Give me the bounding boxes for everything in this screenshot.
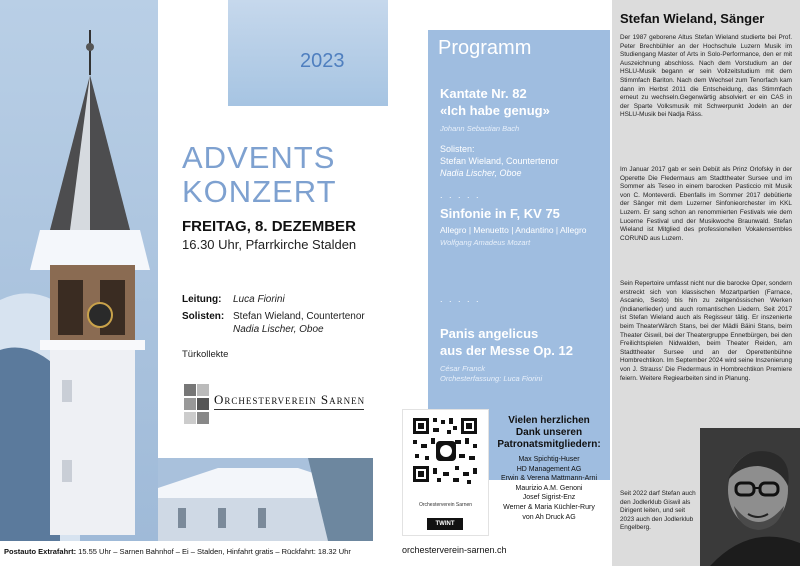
solist-2: Nadia Lischer, Oboe xyxy=(233,324,324,335)
shuttle-info xyxy=(4,547,351,556)
item2-composer: Wolfgang Amadeus Mozart xyxy=(440,238,531,247)
item1-solist-2: Nadia Lischer, Oboe xyxy=(440,168,522,178)
patron-name: Josef Sigrist-Enz xyxy=(522,494,576,502)
bio-paragraph-1: Der 1987 geborene Altus Stefan Wieland studierte bei Prof. Peter Brechbühler an der Hochschule Luzern Musik im Studiengang Master of Arts in Solo-Performance, den er mit Auszeichnung abschloss. Nach dem Vorstudium an der HSLU-Musik begann er sein Vollzeitstudium mit dem Stimmfach Bariton. Nach dem Wechsel zum Tenorfach kam dann im Herbst 2011 die Entscheidung, das Stimmfach erneut zu wechseln.Gegenwärtig absolviert er ein CAS in der Sparte Volksmusik mit Schwerpunkt Jodeln an der HSLU-Musik bei Nadja Räss. xyxy=(620,34,792,119)
church-roof-photo xyxy=(158,458,373,541)
program-heading: Programm xyxy=(438,37,532,59)
church-photo xyxy=(0,0,158,541)
bio-paragraph-3: Sein Repertoire umfasst nicht nur die barocke Oper, sondern erstreckt sich von klassischen Mozartpartien (Farnace, Ascanio, Sesto) bis hin zu zeitgenössischen Werken (Indianerlieder) und auch romantischen Liedern. Seit 2017 ist Stefan Wieland auch als Regisseur tätig. Er inszenierte beim TheaterWärch Stans, bei der Mädli Bäini Stans, beim Theater Giswil, bei der Theatergruppe Ennetbürgen, bei den Freilichtspielen Nidwalden, beim Theater Reiden, am Stadttheater Sursee und an der Operettenbühne Hombrechtikon. Im September 2024 wird seine Inszenierung von J. Strauss' Die Fledermaus in Hombrechtikon Premiere feiern. Weitere Regiearbeiten sind in Planung. xyxy=(620,280,792,382)
patron-name: HD Management AG xyxy=(516,465,582,473)
item1-composer: Johann Sebastian Bach xyxy=(440,124,520,133)
item1-solist-1: Stefan Wieland, Countertenor xyxy=(440,156,559,166)
leitung-label: Leitung: xyxy=(182,294,222,305)
divider-1: . . . . . xyxy=(440,190,481,200)
bio-paragraph-2: Im Januar 2017 gab er sein Debüt als Prinz Orlofsky in der Operette Die Fledermaus am Stadttheater Sursee und im Sommer als Teseo in einem barocken Pasticcio mit Musik von C. Monteverdi. Ebenfalls im Sommer 2017 debütierte der Sänger mit dem Luzerner Sinfonieorchester im KKL Luzern. Er sang schon an renommierten Festivals wie dem Lucerne Festival und der Musikwoche Braunwald. Stefan Wieland ist Mitglied des professionellen Vokalensembles CORUND aus Luzern. xyxy=(620,166,792,242)
event-date: FREITAG, 8. DEZEMBER xyxy=(182,218,356,235)
thanks-line-1: Vielen herzlichen xyxy=(508,415,590,426)
solisten-label: Solisten: xyxy=(182,311,225,322)
twint-caption: Orchesterverein Sarnen xyxy=(418,502,473,508)
collection-note: Türkollekte xyxy=(182,349,229,360)
leitung-value: Luca Fiorini xyxy=(233,294,285,305)
website-link[interactable]: orchesterverein-sarnen.ch xyxy=(402,545,507,555)
solist-1: Stefan Wieland, Countertenor xyxy=(233,311,365,322)
bio-heading: Stefan Wieland, Sänger xyxy=(620,11,765,26)
item2-movements: Allegro | Menuetto | Andantino | Allegro xyxy=(440,225,587,235)
twint-card xyxy=(402,409,489,536)
year: 2023 xyxy=(300,50,345,72)
qr-code-icon xyxy=(403,410,488,495)
item2-title: Sinfonie in F, KV 75 xyxy=(440,206,560,221)
item3-title-2: aus der Messe Op. 12 xyxy=(440,343,573,358)
item1-title-1: Kantate Nr. 82 xyxy=(440,86,527,101)
twint-logo: TWINT xyxy=(427,518,463,530)
title-line-2: KONZERT xyxy=(182,174,337,209)
patron-name: Maurizio A.M. Genoni xyxy=(515,484,583,492)
singer-portrait xyxy=(700,428,800,566)
patron-name: Werner & Maria Küchler-Rury xyxy=(503,503,595,511)
item1-solisten: Solisten: xyxy=(440,144,475,154)
thanks-line-2: Dank unseren xyxy=(515,427,583,438)
shuttle-details: 15.55 Uhr – Sarnen Bahnhof – Ei – Stalden, Hinfahrt gratis – Rückfahrt: 18.32 Uhr xyxy=(76,547,351,556)
patron-name: Erwin & Verena Mattmann-Arni xyxy=(500,475,598,483)
item1-title-2: «Ich habe genug» xyxy=(440,103,550,118)
orchestra-name: Orchesterverein Sarnen xyxy=(214,392,366,407)
shuttle-label: Postauto Extrafahrt: xyxy=(4,547,77,556)
patron-name: von Ah Druck AG xyxy=(522,513,576,521)
item3-title-1: Panis angelicus xyxy=(440,326,539,341)
thanks-block xyxy=(490,415,608,522)
item3-composer: César Franck xyxy=(440,364,486,373)
patron-name: Max Spichtig-Huser xyxy=(518,456,580,463)
thanks-line-3: Patronatsmitgliedern: xyxy=(497,439,601,450)
bio-paragraph-4: Seit 2022 darf Stefan auch den Jodlerklub Giswil als Dirigent leiten, und seit 2023 auch den Jodlerklub Engelberg. xyxy=(620,490,696,532)
divider-2: . . . . . xyxy=(440,294,481,304)
title-line-1: ADVENTS xyxy=(182,140,336,175)
event-time-location: 16.30 Uhr, Pfarrkirche Stalden xyxy=(182,237,357,252)
item3-arrangement: Orchesterfassung: Luca Fiorini xyxy=(440,374,543,383)
